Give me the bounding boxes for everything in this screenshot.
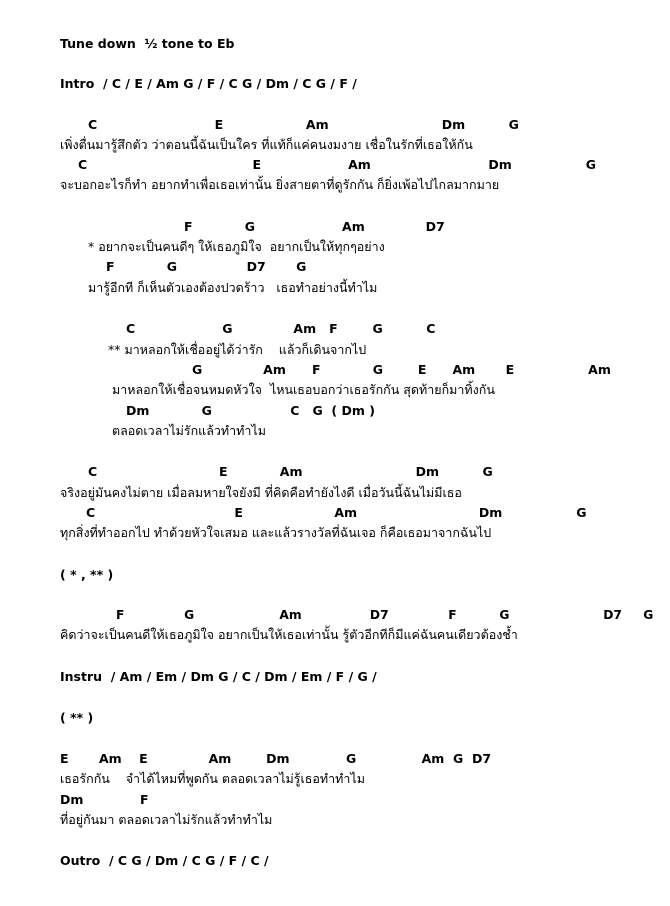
- lyric-line: เธอรักกัน จำได้ไหมที่พูดกัน ตลอดเวลาไม่รู้เธอทำทำไม: [60, 771, 365, 786]
- chord-line: Dm F: [60, 792, 149, 807]
- chord-line: C E Am Dm G: [78, 157, 596, 172]
- lyric-line: ** มาหลอกให้เชื่ออยู่ได้ว่ารัก แล้วก็เดินจากไป: [108, 342, 367, 357]
- lyric-line: มาหลอกให้เชื่อจนหมดหัวใจ ไหนเธอบอกว่าเธอรักกัน สุดท้ายก็มาทิ้งกัน: [112, 382, 495, 397]
- intro-chords: Intro / C / E / Am G / F / C G / Dm / C G / F /: [60, 76, 357, 91]
- chord-line: F G Am D7 F G D7 G: [116, 608, 654, 622]
- outro-chords: Outro / C G / Dm / C G / F / C /: [60, 853, 269, 868]
- chord-line: F G D7 G: [106, 259, 307, 274]
- lyric-line: ที่อยู่กันมา ตลอดเวลาไม่รักแล้วทำทำไม: [60, 812, 273, 827]
- lyric-line: มารู้อีกที ก็เห็นตัวเองต้องปวดร้าว เธอทำอย่างนี้ทำไม: [88, 280, 378, 295]
- lyric-line: จะบอกอะไรก็ทำ อยากทำเพื่อเธอเท่านั้น ยิ่งสายตาที่ดูรักกัน ก็ยิ่งเพ้อไปไกลมากมาย: [60, 177, 500, 192]
- lyric-line: * อยากจะเป็นคนดีๆ ให้เธอภูมิใจ อยากเป็นให้ทุกๆอย่าง: [88, 239, 385, 254]
- chord-line: Dm G C G ( Dm ): [126, 403, 375, 418]
- chord-line: E Am E Am Dm G Am G D7: [60, 751, 492, 766]
- chord-line: G Am F G E Am E Am: [192, 362, 611, 377]
- lyric-line: ทุกสิ่งที่ทำออกไป ทำด้วยหัวใจเสมอ และแล้วรางวัลที่ฉันเจอ ก็คือเธอมาจากฉันไป: [60, 525, 492, 540]
- lyric-line: เพิ่งตื่นมารู้สึกตัว ว่าตอนนี้ฉันเป็นใคร ที่แท้ก็แค่คนงมงาย เชื่อในรักที่เธอให้กัน: [60, 137, 473, 152]
- repeat-marker: ( ** ): [60, 710, 94, 725]
- instrumental-chords: Instru / Am / Em / Dm G / C / Dm / Em / F / G /: [60, 669, 377, 684]
- tuning-note: Tune down ½ tone to Eb: [60, 36, 235, 51]
- chord-line: C E Am Dm G: [88, 117, 519, 132]
- lyric-line: คิดว่าจะเป็นคนดีให้เธอภูมิใจ อยากเป็นให้เธอเท่านั้น รู้ตัวอีกทีก็มีแค่ฉันคนเดียวต้องช้ำ: [60, 627, 518, 642]
- chord-line: C E Am Dm G: [86, 505, 587, 520]
- chord-line: C G Am F G C: [126, 321, 436, 336]
- chord-line: F G Am D7: [184, 219, 445, 234]
- chord-line: C E Am Dm G: [88, 464, 493, 479]
- lyric-line: ตลอดเวลาไม่รักแล้วทำทำไม: [112, 423, 266, 438]
- lyric-line: จริงอยู่มันคงไม่ตาย เมื่อลมหายใจยังมี ที่คิดคือทำยังไงดี เมื่อวันนี้ฉันไม่มีเธอ: [60, 485, 462, 500]
- repeat-marker: ( * , ** ): [60, 567, 114, 582]
